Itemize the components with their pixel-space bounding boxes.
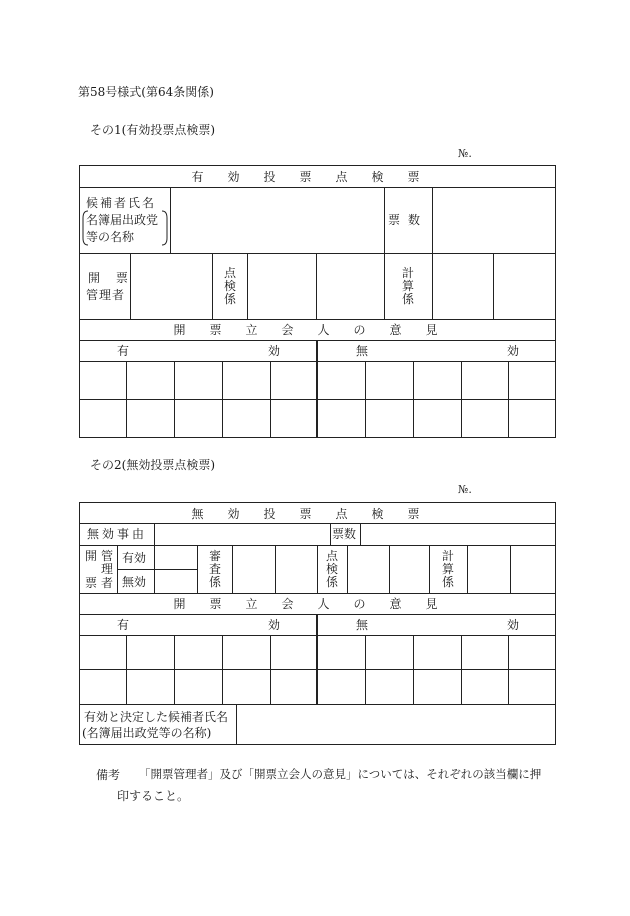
part1-candidate-label-line3: 等の名称 [86, 230, 135, 244]
part2-witness-opinion: 開票立会人の意見 [173, 597, 462, 611]
part2-votes-label: 票数 [332, 527, 357, 541]
part2-calculator-label: 計算係 [441, 549, 454, 589]
note-line1: 「開票管理者」及び「開票立会人の意見」については、それぞれの該当欄に押 [139, 767, 542, 781]
part1-valid-label-2: 効 [268, 344, 281, 358]
part1-invalid-label-1: 無 [356, 344, 369, 358]
part1-candidate-label-line2: 名簿届出政党 [86, 213, 159, 227]
part2-invalid-row-label: 無効 [122, 575, 147, 589]
part2-valid-row-label: 有効 [122, 551, 147, 565]
part2-subtitle: その2(無効投票点検票) [90, 458, 215, 472]
part2-examiner-label: 審査係 [208, 549, 221, 589]
part2-invalid-reason-label: 無効事由 [87, 527, 148, 541]
part1-valid-label-1: 有 [117, 344, 130, 358]
part1-candidate-bracket [82, 210, 168, 246]
part2-counting-manager-line2: 理 [101, 562, 114, 576]
part2-invalid-label-1: 無 [356, 618, 369, 632]
note-line2: 印すること。 [117, 789, 190, 803]
part2-counting-manager-line3: 票者 [85, 576, 118, 590]
part1-inspector-label: 点検係 [223, 266, 236, 306]
part2-invalid-label-2: 効 [507, 618, 520, 632]
part2-number-label: №. [458, 483, 472, 496]
part2-valid-label-2: 効 [268, 618, 281, 632]
note-label: 備考 [96, 768, 121, 782]
part1-votes-label: 票数 [387, 213, 428, 227]
part2-valid-label-1: 有 [117, 618, 130, 632]
part2-table-title: 無効投票点検票 [191, 507, 444, 521]
part1-counting-manager-line1: 開 票 [88, 271, 134, 285]
part2-decided-candidate-line1: 有効と決定した候補者氏名 [84, 710, 229, 724]
part1-number-label: №. [458, 147, 472, 160]
part1-candidate-label-line1: 候補者氏名 [86, 196, 157, 210]
part2-decided-candidate-line2: (名簿届出政党等の名称) [82, 726, 212, 740]
form-title: 第58号様式(第64条関係) [78, 85, 214, 99]
part1-counting-manager-line2: 管理者 [86, 288, 126, 302]
part1-subtitle: その1(有効投票点検票) [90, 123, 215, 137]
part1-table-title: 有効投票点検票 [191, 170, 444, 184]
part1-witness-opinion: 開票立会人の意見 [173, 323, 462, 337]
part1-calculator-label: 計算係 [401, 266, 414, 306]
part2-counting-manager-line1: 開管 [85, 549, 118, 563]
part2-inspector-label: 点検係 [325, 549, 338, 589]
part1-invalid-label-2: 効 [507, 344, 520, 358]
